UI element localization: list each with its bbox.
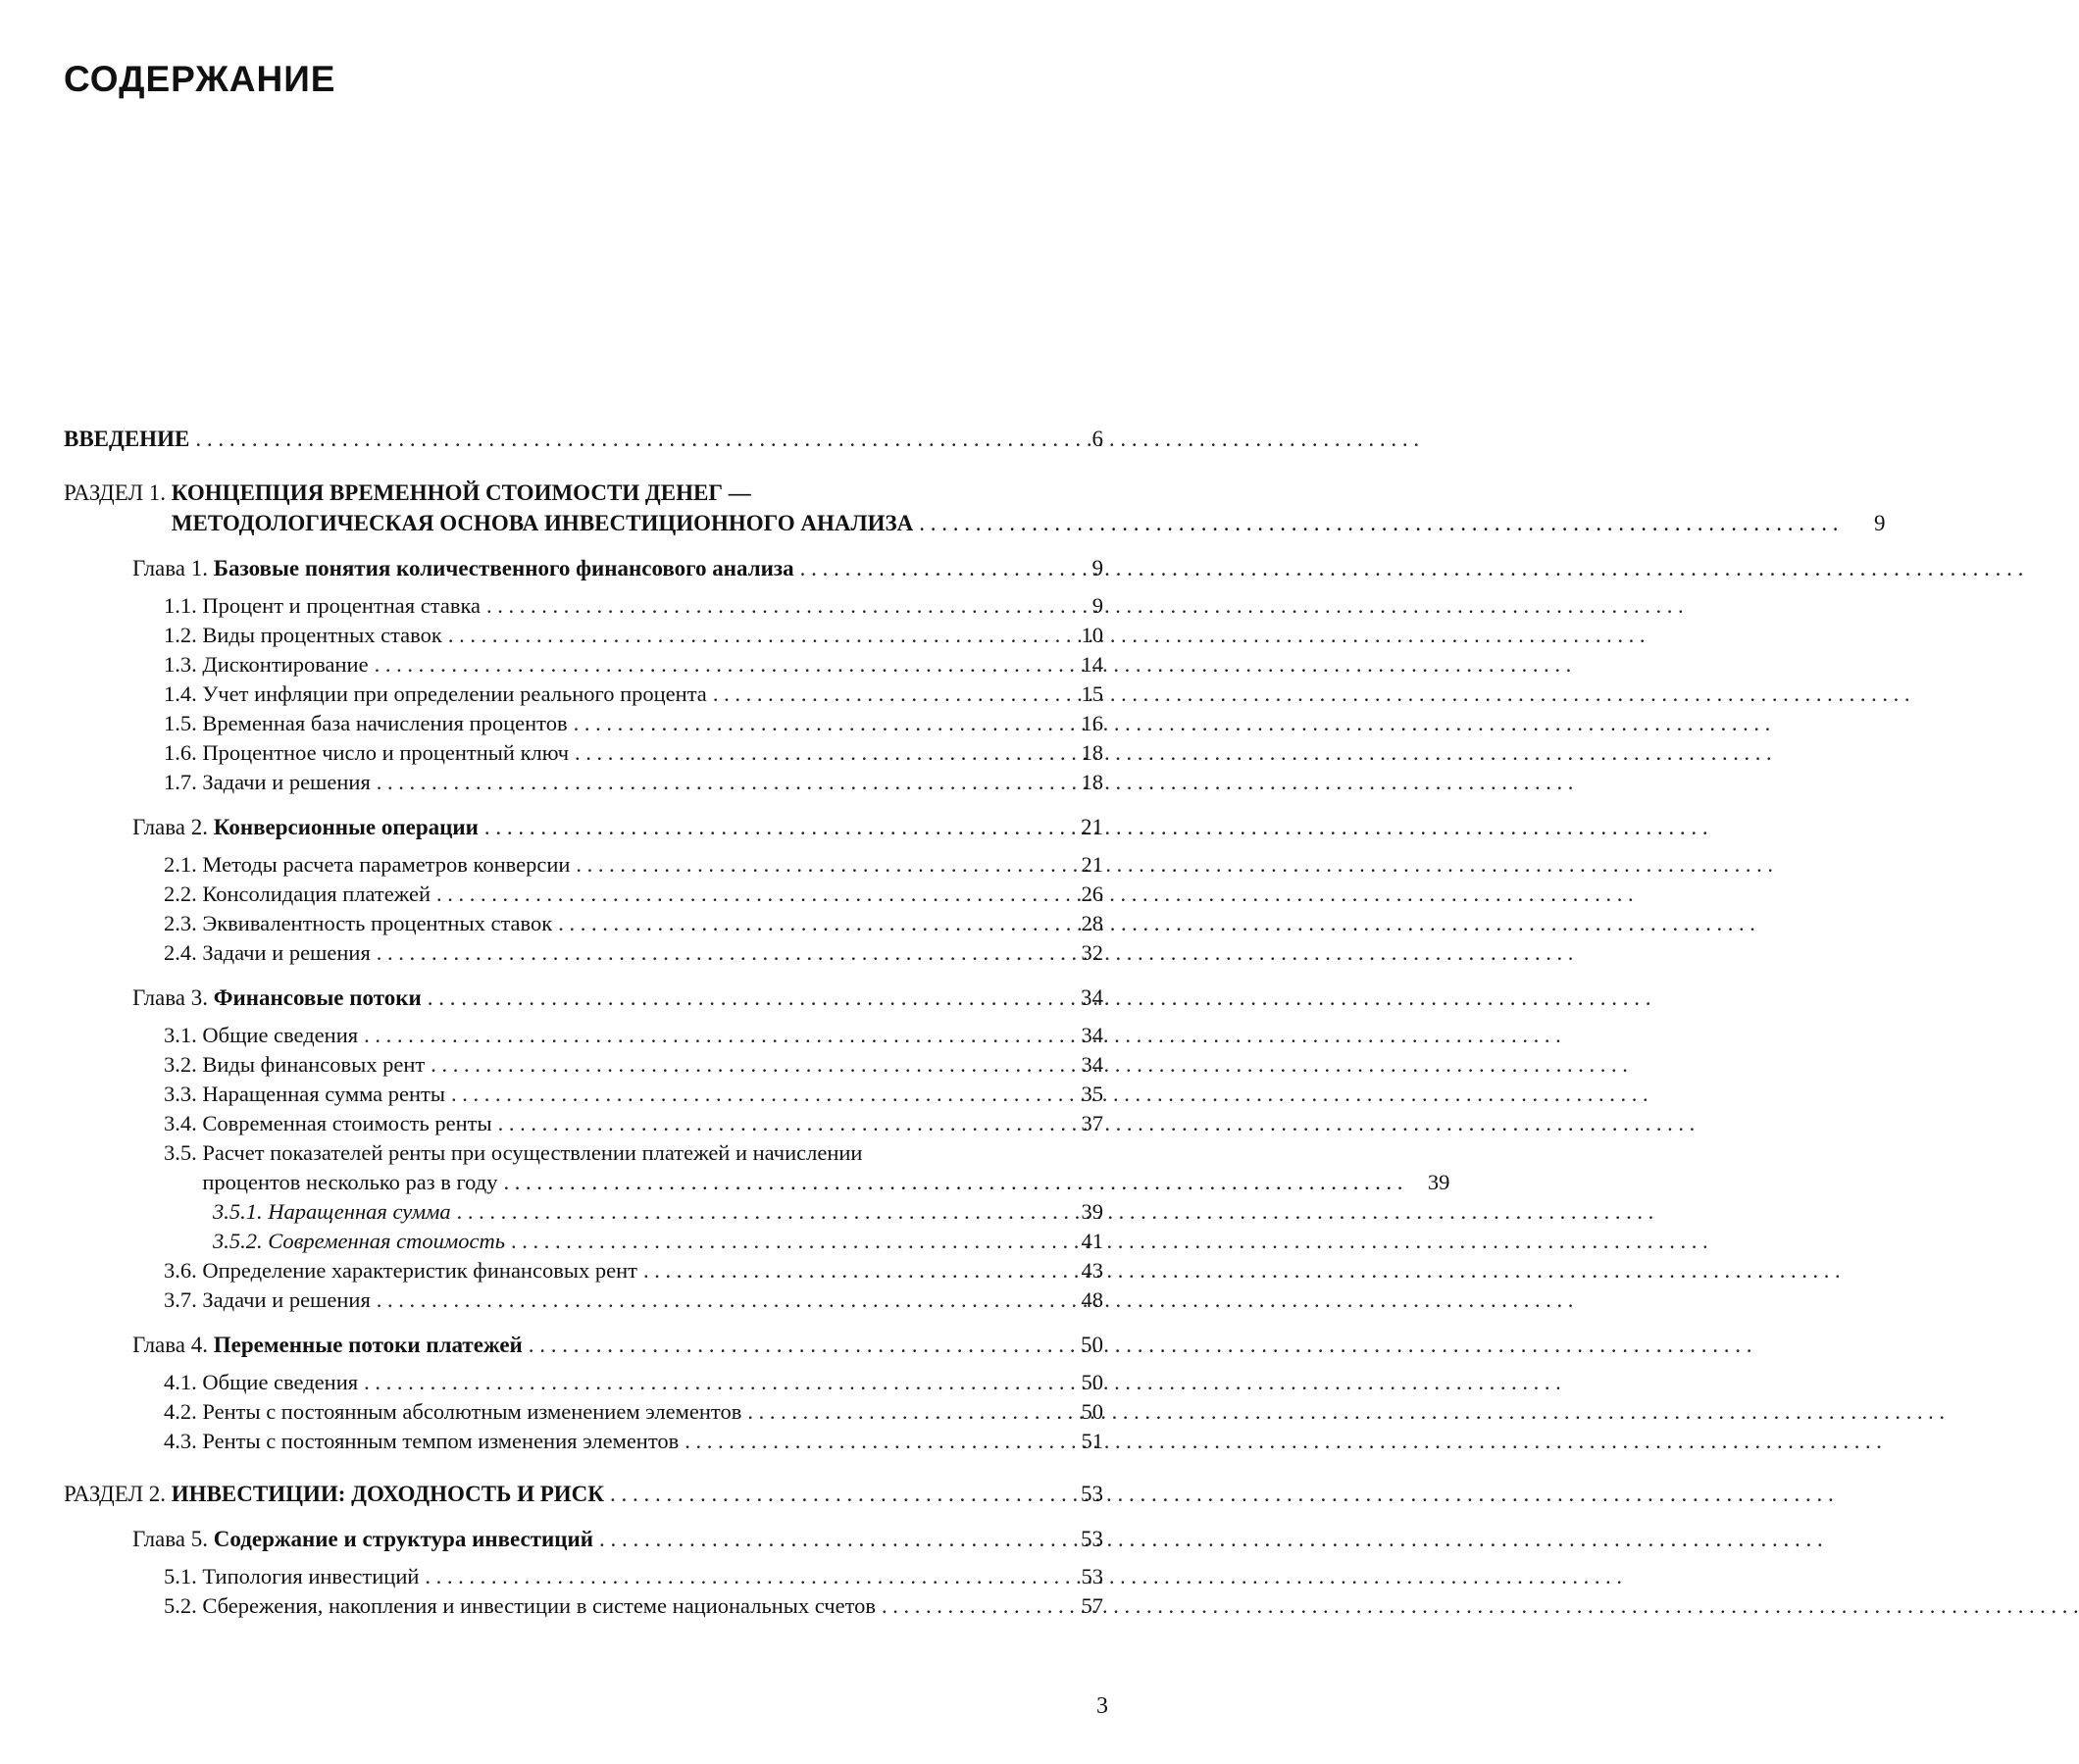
para-number: 1.3. [164,652,203,677]
toc-page-number: 32 [1081,940,1103,965]
toc-page-number: 39 [1427,1170,1450,1194]
dot-leader [529,1331,1056,1360]
para-number: 1.5. [164,711,203,735]
toc-page-number: 26 [1081,882,1103,906]
para-number: 5.2. [164,1593,203,1618]
para-title: Виды процентных ставок [202,623,442,647]
toc-page-number: 34 [1081,985,1103,1010]
toc-page-number: 50 [1081,1370,1103,1394]
dot-leader [364,1021,1056,1050]
toc-entry-3-5-2[interactable] [64,1227,1103,1256]
toc-entry-3-1[interactable] [64,1021,1103,1050]
toc-page-number: 14 [1081,652,1103,677]
toc-page-number: 15 [1081,681,1103,706]
toc-entry-3-3[interactable] [64,1080,1103,1109]
toc-page-number: 9 [1091,593,1103,618]
toc-page-number: 10 [1081,623,1103,647]
para-title: Временная база начисления процентов [202,711,568,735]
para-title: Задачи и решения [202,940,371,965]
dot-leader [643,1256,1056,1285]
toc-entry-2-2[interactable] [64,880,1103,909]
toc-entry-5-1[interactable] [64,1562,1103,1591]
para-number: 4.1. [164,1370,203,1394]
toc-page-number: 9 [1874,511,1886,535]
para-number: 5.1. [164,1564,203,1588]
section-title-line2: МЕТОДОЛОГИЧЕСКАЯ ОСНОВА ИНВЕСТИЦИОННОГО АНАЛИЗА [171,511,914,535]
para-number: 1.7. [164,770,203,794]
dot-leader [377,938,1056,968]
toc-page-number: 41 [1081,1229,1103,1253]
toc-page-number: 53 [1081,1564,1103,1588]
para-title: Ренты с постоянным абсолютным изменением элементов [202,1399,742,1424]
table-of-contents [64,425,1886,1621]
dot-leader [882,1591,1056,1621]
toc-entry-1-5[interactable] [64,709,1103,738]
para-number: 3.6. [164,1258,203,1283]
toc-page-number: 35 [1081,1082,1103,1106]
para-title: Учет инфляции при определении реального процента [202,681,707,706]
para-number: 3.4. [164,1111,203,1135]
para-title: Методы расчета параметров конверсии [202,852,571,877]
chapter-title: Финансовые потоки [213,985,422,1010]
toc-page-number: 53 [1081,1527,1103,1551]
para-title: Типология инвестиций [202,1564,420,1588]
toc-page-number: 51 [1081,1429,1103,1453]
dot-leader [610,1480,1056,1509]
toc-page-number: 21 [1081,852,1103,877]
dot-leader [457,1197,1056,1227]
toc-page-number: 18 [1081,740,1103,765]
toc-entry-section-1[interactable] [64,478,1886,538]
toc-page-number: 57 [1081,1593,1103,1618]
para-title: Виды финансовых рент [202,1052,426,1077]
para-number: 1.4. [164,681,203,706]
toc-page-number: 37 [1081,1111,1103,1135]
toc-page-number: 6 [1091,427,1103,451]
para-title: Современная стоимость ренты [202,1111,492,1135]
toc-entry-intro[interactable] [64,425,1103,454]
dot-leader [576,850,1056,880]
toc-entry-chapter-1[interactable] [64,554,1103,583]
toc-entry-chapter-2[interactable] [64,813,1103,842]
chapter-prefix: Глава 4. [132,1333,214,1357]
subpara-title: 3.5.2. Современная стоимость [213,1229,505,1253]
dot-leader [195,425,1056,454]
dot-leader [425,1562,1056,1591]
dot-leader [747,1397,1056,1427]
dot-leader [599,1525,1056,1554]
toc-entry-1-1[interactable] [64,591,1103,621]
dot-leader [800,554,1056,583]
toc-page-number: 50 [1081,1399,1103,1424]
page-title: СОДЕРЖАНИЕ [64,59,336,99]
dot-leader [558,909,1056,938]
para-number: 3.7. [164,1287,203,1312]
chapter-title: Переменные потоки платежей [213,1333,523,1357]
dot-leader [448,621,1056,650]
dot-leader [431,1050,1056,1080]
toc-page-number: 43 [1081,1258,1103,1283]
para-number: 2.4. [164,940,203,965]
toc-entry-4-3[interactable] [64,1427,1103,1456]
para-title: Ренты с постоянным темпом изменения элементов [202,1429,680,1453]
dot-leader [451,1080,1056,1109]
dot-leader [713,680,1056,709]
para-number: 3.1. [164,1023,203,1047]
para-title: Сбережения, накопления и инвестиции в системе национальных счетов [202,1593,877,1618]
para-number: 2.1. [164,852,203,877]
dot-leader [685,1427,1056,1456]
toc-entry-4-1[interactable] [64,1368,1103,1397]
toc-entry-2-1[interactable] [64,850,1103,880]
para-title: Определение характеристик финансовых рент [202,1258,637,1283]
dot-leader [377,1285,1056,1315]
toc-page-number: 34 [1081,1023,1103,1047]
para-title: Процент и процентная ставка [202,593,482,618]
toc-entry-1-6[interactable] [64,738,1103,768]
dot-leader [484,813,1056,842]
para-number: 3.2. [164,1052,203,1077]
subpara-title: 3.5.1. Наращенная сумма [213,1199,451,1224]
toc-entry-3-7[interactable] [64,1285,1103,1315]
dot-leader [428,983,1056,1013]
toc-entry-1-4[interactable] [64,680,1103,709]
toc-entry-chapter-3[interactable] [64,983,1103,1013]
toc-entry-3-5[interactable] [64,1138,1450,1197]
toc-entry-3-4[interactable] [64,1109,1103,1138]
para-number: 4.2. [164,1399,203,1424]
para-number: 2.3. [164,911,203,935]
section-title-line1: КОНЦЕПЦИЯ ВРЕМЕННОЙ СТОИМОСТИ ДЕНЕГ — [171,480,751,505]
toc-page-number: 34 [1081,1052,1103,1077]
para-title: Дисконтирование [202,652,369,677]
para-title: Задачи и решения [202,770,371,794]
dot-leader [574,709,1056,738]
toc-entry-chapter-4[interactable] [64,1331,1103,1360]
para-number: 1.6. [164,740,203,765]
dot-leader [436,880,1056,909]
para-title: Общие сведения [202,1023,359,1047]
chapter-title: Конверсионные операции [213,815,479,839]
toc-entry-3-6[interactable] [64,1256,1103,1285]
toc-entry-chapter-5[interactable] [64,1525,1103,1554]
dot-leader [511,1227,1056,1256]
toc-page-number: 21 [1081,815,1103,839]
para-title-line2: процентов несколько раз в году [202,1170,498,1194]
toc-entry-2-4[interactable] [64,938,1103,968]
para-title: Консолидация платежей [202,882,431,906]
chapter-title: Содержание и структура инвестиций [213,1527,593,1551]
toc-page-number: 16 [1081,711,1103,735]
page-number: 3 [1096,1693,1108,1719]
dot-leader [486,591,1056,621]
para-title: Общие сведения [202,1370,359,1394]
toc-entry-5-2[interactable] [64,1591,1103,1621]
para-title-line1: Расчет показателей ренты при осуществлении платежей и начислении [202,1140,863,1165]
toc-entry-3-2[interactable] [64,1050,1103,1080]
toc-entry-4-2[interactable] [64,1397,1103,1427]
para-number: 2.2. [164,882,203,906]
dot-leader [503,1168,1402,1197]
para-number: 3.5. [164,1140,203,1165]
section-prefix: РАЗДЕЛ 2. [64,1482,172,1506]
section-prefix: РАЗДЕЛ 1. [64,480,172,505]
toc-entry-2-3[interactable] [64,909,1103,938]
toc-entry-1-3[interactable] [64,650,1103,680]
toc-page-number: 53 [1081,1482,1103,1506]
chapter-prefix: Глава 1. [132,556,214,580]
para-title: Наращенная сумма ренты [202,1082,446,1106]
chapter-prefix: Глава 5. [132,1527,214,1551]
chapter-prefix: Глава 2. [132,815,214,839]
toc-page-number: 18 [1081,770,1103,794]
para-title: Процентное число и процентный ключ [202,740,570,765]
dot-leader [364,1368,1056,1397]
dot-leader [498,1109,1056,1138]
toc-entry-1-2[interactable] [64,621,1103,650]
para-number: 1.2. [164,623,203,647]
toc-page-number: 28 [1081,911,1103,935]
para-number: 3.3. [164,1082,203,1106]
para-title: Задачи и решения [202,1287,371,1312]
chapter-prefix: Глава 3. [132,985,214,1010]
toc-page-number: 50 [1081,1333,1103,1357]
para-number: 4.3. [164,1429,203,1453]
dot-leader [919,508,1838,538]
para-title: Эквивалентность процентных ставок [202,911,553,935]
section-title: ИНВЕСТИЦИИ: ДОХОДНОСТЬ И РИСК [171,1482,604,1506]
toc-page-number: 9 [1091,556,1103,580]
toc-entry-1-7[interactable] [64,768,1103,797]
dot-leader [375,650,1056,680]
toc-page-number: 48 [1081,1287,1103,1312]
toc-entry-section-2[interactable] [64,1480,1103,1509]
dot-leader [575,738,1056,768]
dot-leader [377,768,1056,797]
para-number: 1.1. [164,593,203,618]
chapter-title: Базовые понятия количественного финансового анализа [213,556,794,580]
toc-entry-3-5-1[interactable] [64,1197,1103,1227]
toc-entry-title: ВВЕДЕНИЕ [64,427,190,451]
toc-page-number: 39 [1081,1199,1103,1224]
